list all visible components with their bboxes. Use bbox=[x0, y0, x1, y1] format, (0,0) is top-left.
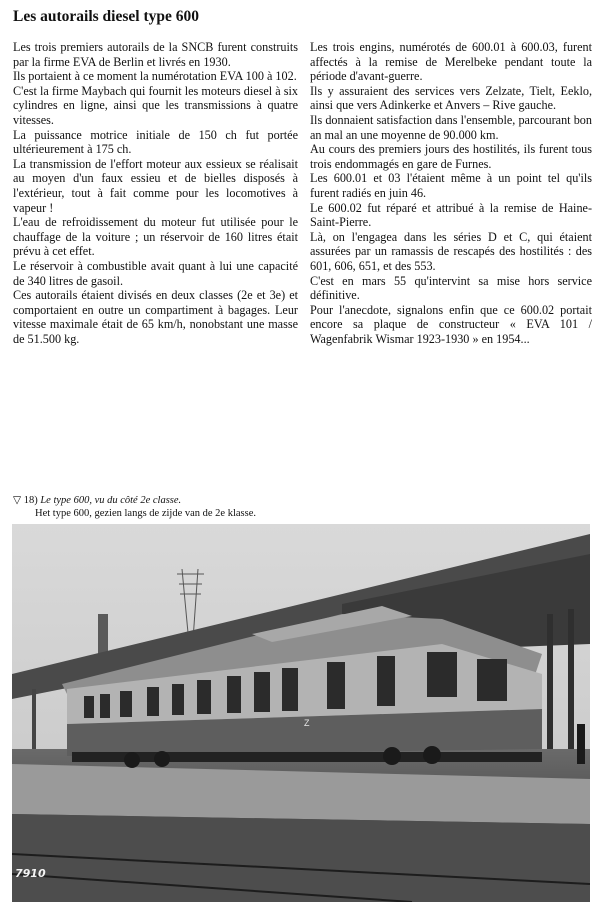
photo-number: 7910 bbox=[15, 867, 46, 880]
caption-french-line bbox=[13, 494, 256, 507]
left-paragraph: L'eau de refroidissement du moteur fut utilisée pour le chauffage de la voiture ; un réservoir de 160 litres était prévu à cet effet. bbox=[13, 215, 298, 259]
caption-marker: ▽ 18) bbox=[13, 495, 38, 506]
right-paragraph: Au cours des premiers jours des hostilités, ils furent tous trois endommagés en gare de Furnes. bbox=[310, 142, 592, 171]
right-column bbox=[310, 40, 592, 346]
photo-caption bbox=[13, 494, 256, 520]
left-paragraph: C'est la firme Maybach qui fournit les moteurs diesel à six cylindres en ligne, ainsi que les transmissions à quatre vitesses. bbox=[13, 83, 298, 127]
left-paragraph: La transmission de l'effort moteur aux essieux se réalisait au moyen d'un faux essieu et de bielles disposés à l'extérieur, tout à fait comme pour les locomotives à vapeur ! bbox=[13, 156, 298, 215]
right-paragraph: C'est en mars 55 qu'intervint sa mise hors service définitive. bbox=[310, 273, 592, 303]
right-paragraph: Ils donnaient satisfaction dans l'ensemble, parcourant bon an mal an une moyenne de 90.000 km. bbox=[310, 112, 592, 142]
left-paragraph: Ces autorails étaient divisés en deux classes (2e et 3e) et comportaient en outre un compartiment à bagages. Leur vitesse maximale était de 65 km/h, nonobstant une masse de 51.500 kg. bbox=[13, 288, 298, 346]
railcar-photo bbox=[12, 524, 590, 902]
caption-dutch: Het type 600, gezien langs de zijde van de 2e klasse. bbox=[35, 508, 257, 519]
right-paragraph: Les 600.01 et 03 l'étaient même à un point tel qu'ils furent radiés en juin 46. bbox=[310, 171, 592, 200]
right-paragraph: Ils y assuraient des services vers Zelzate, Tielt, Eeklo, ainsi que vers Adinkerke et Anvers – Rive gauche. bbox=[310, 83, 592, 113]
left-paragraph: La puissance motrice initiale de 150 ch fut portée ultérieurement à 175 ch. bbox=[13, 127, 298, 157]
left-column bbox=[13, 40, 298, 346]
left-paragraph: Le réservoir à combustible avait quant à lui une capacité de 340 litres de gasoil. bbox=[13, 258, 298, 288]
car-class-letter: Z bbox=[304, 718, 310, 728]
page-title: Les autorails diesel type 600 bbox=[13, 8, 199, 25]
right-paragraph: Pour l'anecdote, signalons enfin que ce 600.02 portait encore sa plaque de constructeur « EVA 101 / Wagenfabrik Wismar 1923-1930 » en 1954... bbox=[310, 302, 592, 346]
left-paragraph: Ils portaient à ce moment la numérotation EVA 100 à 102. bbox=[13, 69, 297, 84]
railcar-photo-drawing bbox=[12, 524, 590, 902]
left-paragraph: Les trois premiers autorails de la SNCB furent construits par la firme EVA de Berlin et livrés en 1930. bbox=[13, 40, 298, 69]
caption-french: Le type 600, vu du côté 2e classe. bbox=[40, 495, 182, 506]
right-paragraph: Là, on l'engagea dans les séries D et C, qui étaient assurées par un ramassis de rescapés des hostilités : des 601, 606, 651, et des 553. bbox=[310, 229, 592, 273]
right-paragraph: Le 600.02 fut réparé et attribué à la remise de Haine-Saint-Pierre. bbox=[310, 200, 592, 230]
right-paragraph: Les trois engins, numérotés de 600.01 à 600.03, furent affectés à la remise de Merelbeke pendant toute la période d'avant-guerre. bbox=[310, 40, 592, 84]
